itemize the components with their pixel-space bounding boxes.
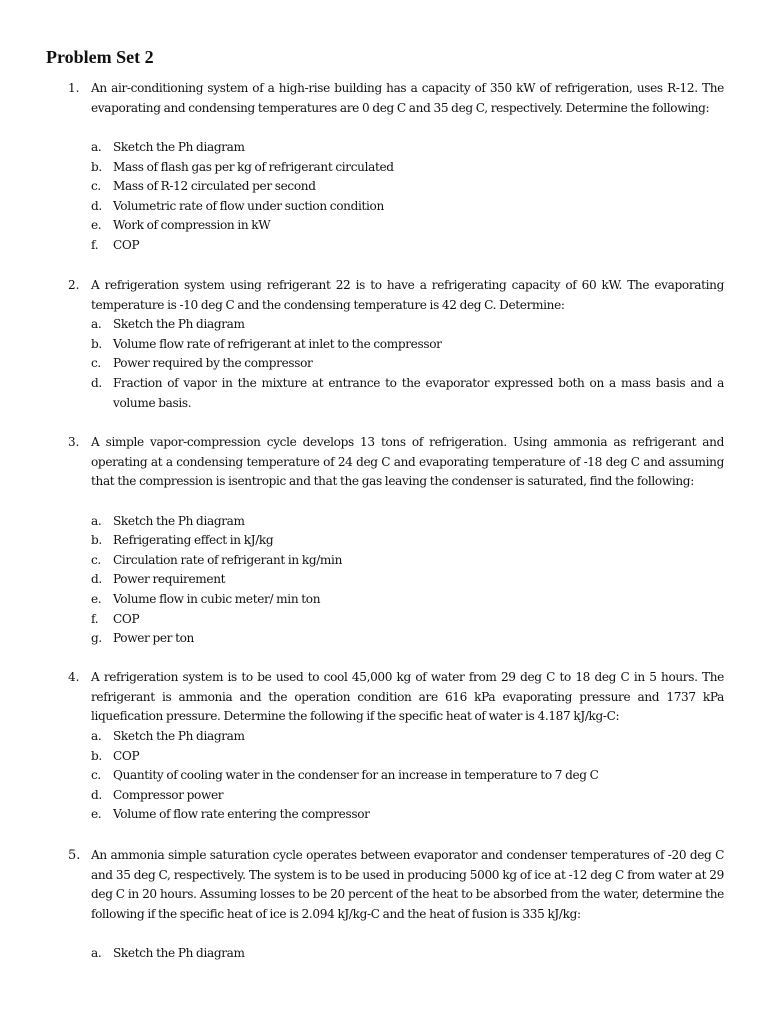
sub-item-label: a.	[91, 317, 102, 332]
sub-item-label: e.	[91, 592, 102, 606]
sub-item-label: c.	[91, 768, 101, 783]
sub-item-label: f.	[91, 238, 99, 252]
sub-item-label: e.	[91, 807, 102, 822]
problem-text: A simple vapor-compression cycle develops 13 tons of refrigeration. Using ammonia as refrigerant and operating at a condensing temperature of 24 deg C and evaporating temperature of -18 deg C and assuming that the compression is isentropic and that the gas leaving the condenser is saturated, find the following:	[91, 435, 724, 489]
problem-number: 3.	[68, 435, 80, 449]
sub-item-text: Quantity of cooling water in the condenser for an increase in temperature to 7 deg C	[113, 768, 599, 783]
sub-item-text: Fraction of vapor in the mixture at entrance to the evaporator expressed both on a mass basis and a volume basis.	[113, 376, 724, 410]
sub-item-label: g.	[91, 631, 102, 646]
sub-item-label: b.	[91, 336, 102, 351]
sub-item-label: d.	[91, 572, 102, 587]
problem-number: 1.	[68, 81, 80, 95]
sub-item-text: Circulation rate of refrigerant in kg/min	[113, 552, 343, 567]
sub-item-text: COP	[113, 611, 140, 626]
sub-item-label: c.	[91, 179, 101, 194]
page-title: Problem Set 2	[46, 47, 154, 67]
sub-item-text: Volume of flow rate entering the compressor	[113, 807, 370, 822]
sub-item-label: c.	[91, 356, 101, 371]
sub-item-text: Sketch the Ph diagram	[113, 513, 245, 528]
sub-item-text: Mass of R-12 circulated per second	[113, 179, 316, 194]
sub-item-label: b.	[91, 748, 102, 763]
problem-number: 4.	[68, 670, 80, 684]
sub-item-label: a.	[91, 513, 102, 528]
sub-item-label: a.	[91, 946, 102, 961]
sub-item-text: Work of compression in kW	[113, 218, 271, 233]
sub-item-label: a.	[91, 140, 102, 154]
sub-item-label: a.	[91, 729, 102, 743]
sub-item-text: Compressor power	[113, 787, 224, 802]
sub-item-label: d.	[91, 376, 102, 390]
sub-item-label: b.	[91, 159, 102, 174]
sub-item-text: Mass of flash gas per kg of refrigerant circulated	[113, 159, 394, 174]
sub-item-text: Sketch the Ph diagram	[113, 317, 245, 332]
problem-text: An air-conditioning system of a high-rise building has a capacity of 350 kW of refrigeration, uses R-12. The evaporating and condensing temperatures are 0 deg C and 35 deg C, respectively. Determine the following:	[91, 81, 724, 115]
problem-number: 2.	[68, 278, 80, 292]
sub-item-text: Power required by the compressor	[113, 356, 313, 371]
sub-item-text: Sketch the Ph diagram	[113, 140, 245, 154]
sub-item-label: c.	[91, 552, 101, 567]
sub-item-label: d.	[91, 198, 102, 213]
problem-text: An ammonia simple saturation cycle operates between evaporator and condenser temperatures of -20 deg C and 35 deg C, respectively. The system is to be used in producing 5000 kg of ice at -12 deg C from water at 29 deg C in 20 hours. Assuming losses to be 20 percent of the heat to be absorbed from the water, determine the following if the specific heat of ice is 2.094 kJ/kg-C and the heat of fusion is 335 kJ/kg:	[91, 848, 724, 921]
sub-item-text: Volume flow rate of refrigerant at inlet to the compressor	[113, 336, 442, 351]
sub-item-text: COP	[113, 748, 140, 763]
sub-item-text: Sketch the Ph diagram	[113, 946, 245, 961]
sub-item-text: Power requirement	[113, 572, 226, 587]
sub-item-text: Volumetric rate of flow under suction condition	[113, 198, 384, 213]
problem-text: A refrigeration system using refrigerant 22 is to have a refrigerating capacity of 60 kW. The evaporating temperature is -10 deg C and the condensing temperature is 42 deg C. Determine:	[91, 278, 724, 312]
sub-item-label: b.	[91, 533, 102, 548]
problem-number: 5.	[68, 848, 81, 863]
sub-item-text: Volume flow in cubic meter/ min ton	[113, 592, 321, 606]
sub-item-label: d.	[91, 787, 102, 802]
sub-item-label: f.	[91, 611, 99, 626]
sub-item-text: COP	[113, 238, 140, 252]
sub-item-text: Power per ton	[113, 631, 194, 646]
sub-item-text: Sketch the Ph diagram	[113, 729, 245, 743]
sub-item-text: Refrigerating effect in kJ/kg	[113, 533, 274, 548]
sub-item-label: e.	[91, 218, 102, 233]
problem-text: A refrigeration system is to be used to cool 45,000 kg of water from 29 deg C to 18 deg C in 5 hours. The refrigerant is ammonia and the operation condition are 616 kPa evaporating pressure and 1737 kPa liquefication pressure. Determine the following if the specific heat of water is 4.187 kJ/kg-C:	[91, 670, 724, 724]
